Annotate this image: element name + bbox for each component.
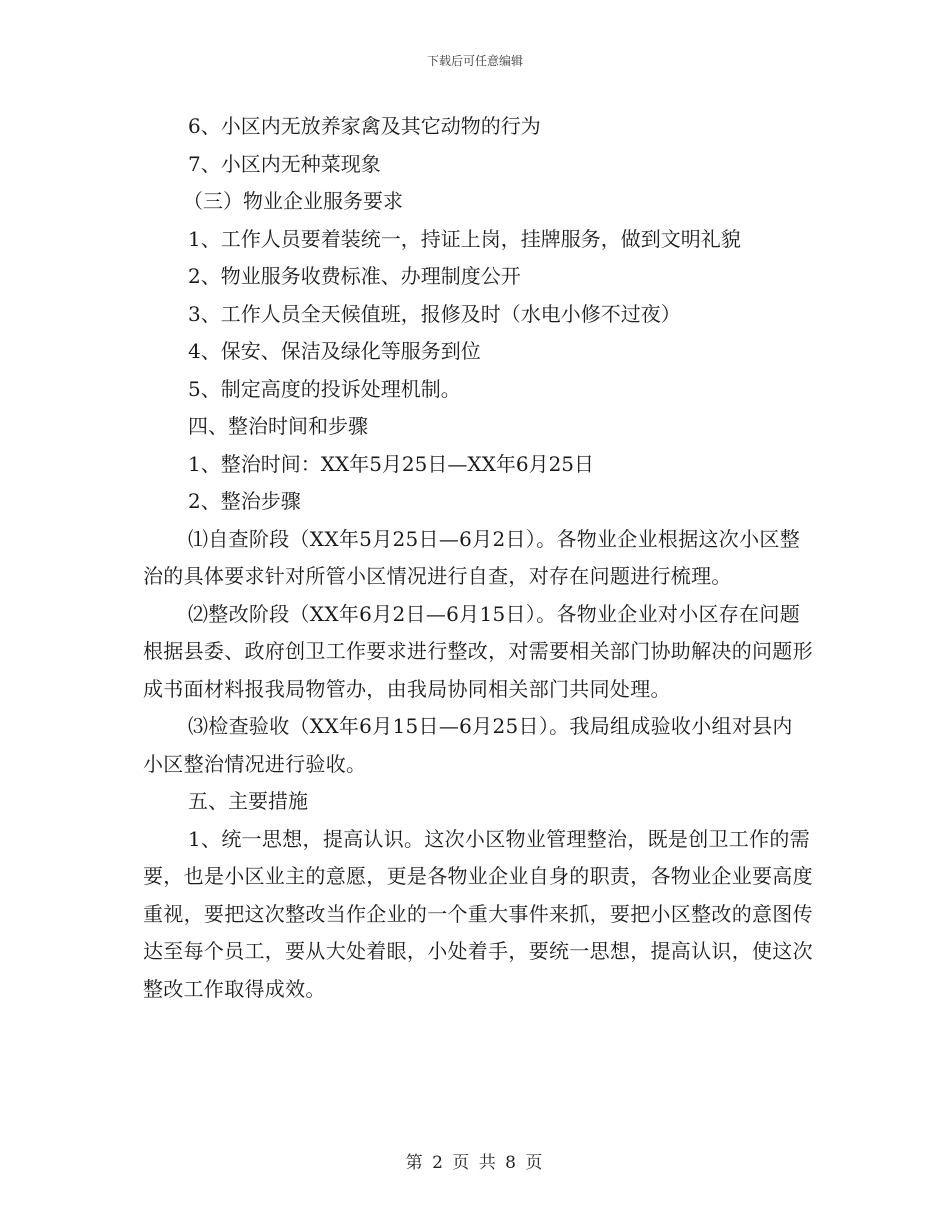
list-item: 6、小区内无放养家禽及其它动物的行为 [188, 114, 541, 138]
step-paragraph-2: ⑵整改阶段（XX年6月2日—6月15日）。各物业企业对小区存在问题根据县委、政府创卫工作要求进行整改，对需要相关部门协助解决的问题形成书面材料报我局物管办，由我局协同相关部门共同处理。 [143, 601, 813, 701]
list-item: 1、工作人员要着装统一，持证上岗，挂牌服务，做到文明礼貌 [188, 226, 741, 251]
subsection-heading: （三）物业企业服务要求 [183, 189, 403, 213]
page-header: 下载后可任意编辑 [426, 54, 523, 68]
list-item: 3、工作人员全天候值班，报修及时（水电小修不过夜） [188, 301, 681, 326]
section-heading: 五、主要措施 [188, 789, 308, 813]
list-item: 1、整治时间：XX年5月25日—XX年6月25日 [188, 451, 595, 476]
list-item: 7、小区内无种菜现象 [188, 151, 381, 176]
list-item: 4、保安、保洁及绿化等服务到位 [188, 339, 481, 363]
step-paragraph-3: ⑶检查验收（XX年6月15日—6月25日）。我局组成验收小组对县内小区整治情况进行验收。 [143, 714, 793, 776]
list-item: 5、制定高度的投诉处理机制。 [188, 376, 461, 401]
measure-paragraph-1: 1、统一思想，提高认识。这次小区物业管理整治，既是创卫工作的需要，也是小区业主的意愿，更是各物业企业自身的职责，各物业企业要高度重视，要把这次整改当作企业的一个重大事件来抓，要把小区整改的意图传达至每个员工，要从大处着眼，小处着手，要统一思想，提高认识，使这次整改工作取得成效。 [143, 826, 813, 1001]
step-paragraph-1: ⑴自查阶段（XX年5月25日—6月2日）。各物业企业根据这次小区整治的具体要求针对所管小区情况进行自查，对存在问题进行梳理。 [143, 526, 800, 588]
page-footer: 第 2 页 共 8 页 [405, 1153, 545, 1173]
document-body [143, 108, 813, 1008]
list-item: 2、物业服务收费标准、办理制度公开 [188, 264, 521, 288]
section-heading: 四、整治时间和步骤 [188, 414, 368, 438]
list-item: 2、整治步骤 [188, 489, 301, 513]
